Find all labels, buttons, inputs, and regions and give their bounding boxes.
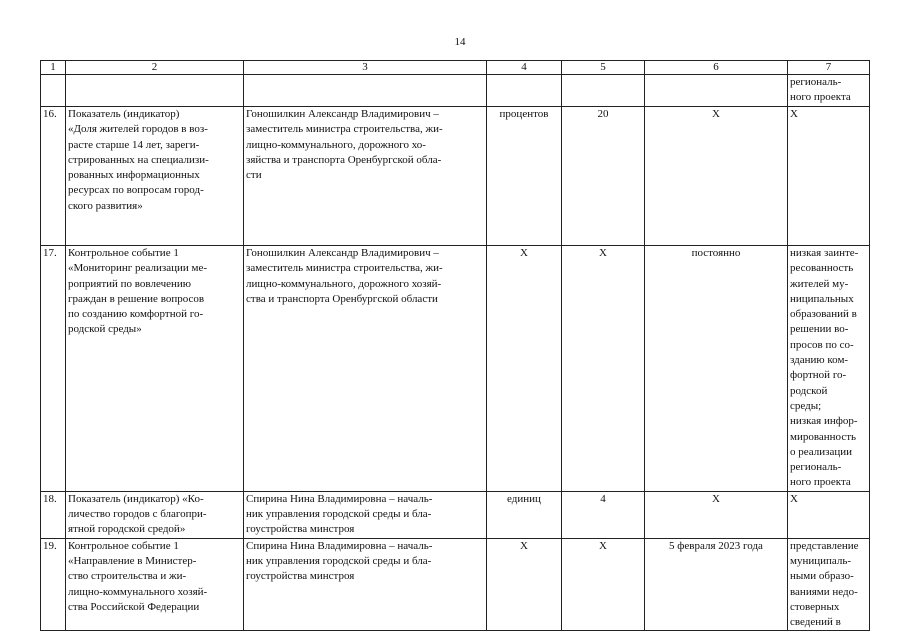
- value-cell: 20: [562, 107, 645, 246]
- column-header: 6: [645, 61, 788, 75]
- unit-cell: процентов: [487, 107, 562, 246]
- deadline-cell: X: [645, 491, 788, 538]
- indicator-cell: Контрольное событие 1 «Мониторинг реализации ме- роприятий по вовлечению граждан в решение вопросов по созданию комфортной го- родской среды»: [66, 246, 244, 492]
- column-header: 7: [788, 61, 870, 75]
- indicator-cell: [66, 75, 244, 107]
- data-table: [40, 60, 870, 631]
- column-header: 1: [41, 61, 66, 75]
- responsible-cell: Гоношилкин Александр Владимирович – заместитель министра строительства, жи- лищно-коммунального, дорожного хозяй- ства и транспорта Оренбургской области: [244, 246, 487, 492]
- unit-cell: X: [487, 538, 562, 631]
- responsible-cell: Спирина Нина Владимировна – началь- ник управления городской среды и бла- гоустройства минстроя: [244, 538, 487, 631]
- risk-cell: X: [788, 491, 870, 538]
- row-number-cell: 19.: [41, 538, 66, 631]
- responsible-cell: [244, 75, 487, 107]
- column-header: 5: [562, 61, 645, 75]
- table-row: [41, 246, 870, 492]
- row-number-cell: 17.: [41, 246, 66, 492]
- table-row: [41, 107, 870, 246]
- table-header-row: [41, 61, 870, 75]
- risk-cell: региональ- ного проекта: [788, 75, 870, 107]
- deadline-cell: постоянно: [645, 246, 788, 492]
- indicator-cell: Контрольное событие 1 «Направление в Министер- ство строительства и жи- лищно-коммунального хозяй- ства Российской Федерации: [66, 538, 244, 631]
- unit-cell: [487, 75, 562, 107]
- unit-cell: единиц: [487, 491, 562, 538]
- deadline-cell: 5 февраля 2023 года: [645, 538, 788, 631]
- risk-cell: представление муниципаль- ными образо- ваниями недо- стоверных сведений в: [788, 538, 870, 631]
- indicator-cell: Показатель (индикатор) «Доля жителей городов в воз- расте старше 14 лет, зареги- стрированных на специализи- рованных информационных ресурсах по вопросам город- ского развития»: [66, 107, 244, 246]
- value-cell: [562, 75, 645, 107]
- deadline-cell: [645, 75, 788, 107]
- row-number-cell: [41, 75, 66, 107]
- risk-cell: X: [788, 107, 870, 246]
- responsible-cell: Гоношилкин Александр Владимирович – заместитель министра строительства, жи- лищно-коммунального, дорожного хо- зяйства и транспорта Оренбургской обла- сти: [244, 107, 487, 246]
- value-cell: X: [562, 538, 645, 631]
- risk-cell: низкая заинте- ресованность жителей му- ниципальных образований в решении во- просов по со- зданию ком- фортной го- родской среды; низкая инфор- мированность о реализации региональ- ного проекта: [788, 246, 870, 492]
- row-number-cell: 18.: [41, 491, 66, 538]
- page-number: 14: [454, 36, 466, 48]
- row-number-cell: 16.: [41, 107, 66, 246]
- column-header: 2: [66, 61, 244, 75]
- table-row: [41, 75, 870, 107]
- value-cell: 4: [562, 491, 645, 538]
- responsible-cell: Спирина Нина Владимировна – началь- ник управления городской среды и бла- гоустройства минстроя: [244, 491, 487, 538]
- value-cell: X: [562, 246, 645, 492]
- column-header: 3: [244, 61, 487, 75]
- column-header: 4: [487, 61, 562, 75]
- deadline-cell: X: [645, 107, 788, 246]
- table-row: [41, 538, 870, 631]
- table-row: [41, 491, 870, 538]
- unit-cell: X: [487, 246, 562, 492]
- indicator-cell: Показатель (индикатор) «Ко- личество городов с благопри- ятной городской средой»: [66, 491, 244, 538]
